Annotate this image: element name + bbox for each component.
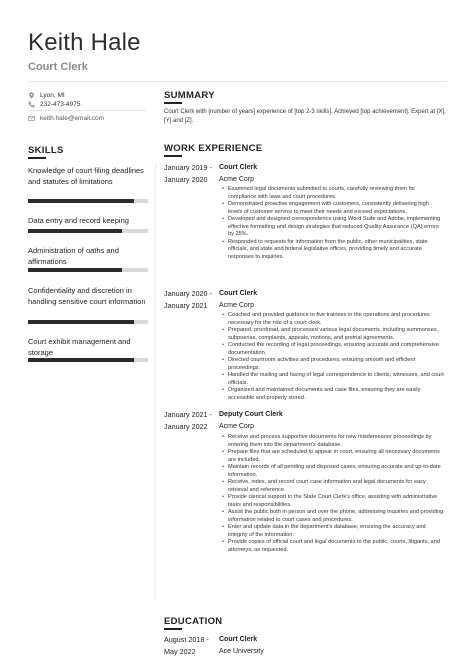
job-bullet: • Conducted the recording of legal proceedings, ensuring accurate and comprehensive documentation. xyxy=(224,342,444,357)
job-start-date: January 2019 - xyxy=(164,163,212,172)
skills-heading-underline xyxy=(28,157,46,159)
education-title: Court Clerk xyxy=(219,636,258,643)
skill-level-fill xyxy=(28,199,134,203)
experience-heading-underline xyxy=(164,155,182,157)
skill-level-fill xyxy=(28,358,134,362)
contact-divider xyxy=(28,110,146,111)
skill-item: Administration of oaths and affirmations xyxy=(28,246,119,266)
phone-icon xyxy=(28,101,35,108)
job-bullet-list xyxy=(224,312,444,402)
location-text: Lyon, MI xyxy=(40,92,65,99)
skill-item: Data entry and record keeping xyxy=(28,216,129,225)
email-link[interactable]: keith.hale@email.com xyxy=(40,115,105,122)
skill-level-bar xyxy=(28,320,148,324)
job-title: Court Clerk xyxy=(219,290,258,297)
job-employer: Acme Corp xyxy=(219,302,255,309)
education-end-date: May 2022 xyxy=(164,647,196,656)
job-bullet: • Maintain records of all pending and disposed cases, ensuring accurate and up-to-date information. xyxy=(224,464,444,479)
candidate-role: Court Clerk xyxy=(28,61,88,73)
header-divider xyxy=(28,81,446,82)
skill-level-bar xyxy=(28,358,148,362)
job-end-date: January 2022 xyxy=(164,422,208,431)
skills-heading: SKILLS xyxy=(28,145,64,156)
job-bullet: • Organized and maintained documents and case files, ensuring they are easily accessible and properly stored. xyxy=(224,387,444,402)
education-heading: EDUCATION xyxy=(164,616,223,627)
education-start-date: August 2018 - xyxy=(164,635,209,644)
skill-level-bar xyxy=(28,229,148,233)
summary-heading-underline xyxy=(164,102,182,104)
job-employer: Acme Corp xyxy=(219,176,255,183)
skill-level-fill xyxy=(28,320,134,324)
job-bullet: • Provide clerical support to the State Court Clerk's office, assisting with administrative tasks and responsibilities. xyxy=(224,494,444,509)
job-bullet: • Prepare files that are scheduled to appear in court, ensuring all necessary documents are included. xyxy=(224,449,444,464)
job-bullet: • Demonstrated proactive engagement with customers, consistently delivering high levels of customer service to meet their needs and exceed expectations. xyxy=(224,201,444,216)
job-bullet: • Provide copies of official court and legal documents to the public, courts, litigants, and attorneys, as requested. xyxy=(224,539,444,554)
summary-heading: SUMMARY xyxy=(164,90,215,101)
contact-location xyxy=(28,92,65,99)
job-bullet: • Receive and process supportive documents for new misdemeanor proceedings by entering them into the department's database. xyxy=(224,434,444,449)
skill-level-bar xyxy=(28,268,148,272)
location-pin-icon xyxy=(28,92,35,99)
job-bullet: • Enter and update data in the department's database, ensuring the accuracy and integrity of the information. xyxy=(224,524,444,539)
job-bullet: • Handled the mailing and faxing of legal correspondence to clients, witnesses, and court officials. xyxy=(224,372,444,387)
job-bullet: • Examined legal documents submitted to courts, carefully reviewing them for compliance with laws and court procedures. xyxy=(224,186,444,201)
job-start-date: January 2021 - xyxy=(164,410,212,419)
job-bullet: • Assist the public both in person and over the phone, addressing inquiries and providing information related to court cases and procedures. xyxy=(224,509,444,524)
job-title: Deputy Court Clerk xyxy=(219,411,283,418)
summary-text: Court Clerk with [number of years] experience of [top 2-3 skills]. Achieved [top achievement]. Expert at [X], [Y] and [Z]. xyxy=(164,109,446,124)
job-end-date: January 2020 xyxy=(164,175,208,184)
job-bullet: • Directed courtroom activities and procedures, ensuring smooth and efficient proceedings. xyxy=(224,357,444,372)
job-title: Court Clerk xyxy=(219,164,258,171)
skill-level-fill xyxy=(28,229,122,233)
skill-item: Court exhibit management and storage xyxy=(28,337,131,357)
skill-level-fill xyxy=(28,268,122,272)
timeline-rule xyxy=(155,163,156,601)
job-end-date: January 2021 xyxy=(164,301,208,310)
contact-email[interactable] xyxy=(28,115,104,122)
phone-text: 232-473-4975 xyxy=(40,101,81,108)
experience-heading: WORK EXPERIENCE xyxy=(164,143,263,154)
candidate-name: Keith Hale xyxy=(28,29,141,56)
job-bullet: • Coached and provided guidance to five trainees in the operations and procedures necessary for the role of a court clerk. xyxy=(224,312,444,327)
job-employer: Acme Corp xyxy=(219,423,255,430)
contact-phone xyxy=(28,101,80,108)
skill-level-bar xyxy=(28,199,148,203)
skill-item: Knowledge of court filing deadlines and statutes of limitations xyxy=(28,166,144,186)
envelope-icon xyxy=(28,115,35,122)
job-bullet: • Responded to requests for information from the public, other municipalities, state officials, and state and federal legislative offices, providing timely and accurate responses to inquiries. xyxy=(224,239,444,262)
job-bullet-list xyxy=(224,434,444,554)
skill-item: Confidentiality and discretion in handling sensitive court information xyxy=(28,286,146,306)
job-bullet: • Developed and designed correspondence using Word Suite and Adobe, implementing effective formatting and design strategies that reduced Quality Assurance (QA) errors by 25%. xyxy=(224,216,444,239)
job-bullet: • Receive, index, and record court case information and legal documents for easy retrieval and reference. xyxy=(224,479,444,494)
education-school: Ace University xyxy=(219,648,264,655)
education-heading-underline xyxy=(164,628,182,630)
job-bullet-list xyxy=(224,186,444,261)
job-bullet: • Prepared, proofread, and processed various legal documents, including summonses, subpoenas, complaints, appeals, motions, and pretrial agreements. xyxy=(224,327,444,342)
job-start-date: January 2020 - xyxy=(164,289,212,298)
